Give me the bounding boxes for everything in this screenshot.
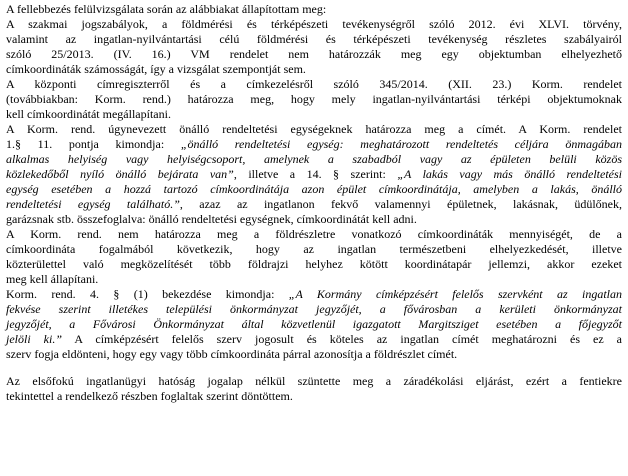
line-text: címkoordináták számosságát, így a vizsgálat szempontját sem. — [6, 62, 306, 76]
text-line — [6, 137, 622, 152]
text-line — [6, 227, 622, 242]
line-text: Korm. rend. 4. § (1) bekezdése kimondja: — [6, 287, 289, 301]
line-text: közterülettel való megközelítését több földrajzi helyhez kötött koordinátapár jellemzi, akkor ezeket — [6, 257, 622, 271]
line-text: meg kell állapítani. — [6, 272, 99, 286]
line-text: szerv fogja eldönteni, hogy egy vagy több címkoordináta párral azonosítja a földrészlet címét. — [6, 347, 458, 361]
text-line — [6, 182, 622, 197]
line-text: A Korm. rend. úgynevezett önálló rendeltetési egységeknek határozza meg a címét. A Korm. rendelet — [6, 122, 622, 136]
line-text: (továbbiakban: Korm. rend.) határozza meg, hogy mely ingatlan-nyilvántartási térképi objektumoknak — [6, 92, 622, 106]
quoted-text: alkalmas helyiség vagy helyiségcsoport, amelynek a szabadból vagy az épületen belüli közös — [6, 152, 622, 166]
line-text: A szakmai jogszabályok, a földmérési és térképészeti tevékenységről szóló 2012. évi XLVI. törvény, — [6, 17, 622, 31]
text-line — [6, 242, 622, 257]
text-line — [6, 77, 622, 92]
line-text: szóló 25/2013. (IV. 16.) VM rendelet nem határozzák meg egy objektumban elhelyezhető — [6, 47, 622, 61]
line-text: A központi címregiszterről és a címkezelésről szóló 345/2014. (XII. 23.) Korm. rendelet — [6, 77, 622, 91]
quoted-text: „A lakás vagy más önálló rendeltetési — [397, 167, 622, 181]
line-text: , azaz az ingatlanon fekvő valamennyi épületnek, lakásnak, üdülőnek, — [179, 197, 622, 211]
line-text: A Korm. rend. nem határozza meg a földrészletre vonatkozó címkoordináták mennyiségét, de a — [6, 227, 622, 241]
text-line — [6, 152, 622, 167]
text-line — [6, 287, 622, 302]
text-line — [6, 2, 622, 17]
quoted-text: fekvése szerint illetékes települési önkormányzat jegyzőjét, a fővárosban a kerületi önkormányzat — [6, 302, 622, 316]
text-line — [6, 347, 622, 362]
quoted-text: jelöli ki.” — [6, 332, 63, 346]
text-line — [6, 17, 622, 32]
text-line — [6, 62, 622, 77]
line-text: , illetve a 14. § szerint: — [233, 167, 398, 181]
line-text: A fellebbezés felülvizsgálata során az alábbiakat állapítottam meg: — [6, 2, 327, 16]
text-line — [6, 212, 622, 227]
quoted-text: közlekedőből nyíló önálló bejárata van” — [6, 167, 234, 181]
text-line — [6, 47, 622, 62]
line-text: kell címkoordinátát megállapítani. — [6, 107, 171, 121]
text-line — [6, 389, 622, 404]
quoted-text: „A Kormány címképzésért felelős szervként az ingatlan — [288, 287, 622, 301]
line-text: Az elsőfokú ingatlanügyi hatóság jogalap nélkül szüntette meg a záradékolási eljárást, ezért a fentiekre — [6, 374, 622, 388]
text-line — [6, 332, 622, 347]
line-text: garázsnak stb. összefoglalva: önálló rendeltetési egységnek, címkoordinátát kell adni. — [6, 212, 417, 226]
text-line — [6, 197, 622, 212]
text-line — [6, 257, 622, 272]
text-line — [6, 374, 622, 389]
text-line — [6, 107, 622, 122]
line-text: címkoordináta fogalmából következik, hogy az ingatlan természetbeni elhelyezkedését, illetve — [6, 242, 622, 256]
line-text: tekintettel a rendelkező részben foglaltak szerint döntöttem. — [6, 389, 293, 403]
line-text: valamint az ingatlan-nyilvántartási célú földmérési és térképészeti tevékenység részletes szabályairól — [6, 32, 622, 46]
paragraph-gap — [6, 362, 622, 374]
quoted-text: „önálló rendeltetési egység: meghatározott rendeltetés céljára önmagában — [180, 137, 622, 151]
text-line — [6, 32, 622, 47]
text-line — [6, 317, 622, 332]
quoted-text: jegyzőjét, a Fővárosi Önkormányzat által közvetlenül igazgatott Margitsziget esetében a főjegyzőt — [6, 317, 622, 331]
line-text: A címképzésért felelős szerv jogosult és köteles az ingatlan címét meghatározni és ez a — [62, 332, 623, 346]
line-text: 1.§ 11. pontja kimondja: — [6, 137, 181, 151]
text-line — [6, 92, 622, 107]
quoted-text: egység esetében a hozzá tartozó címkoordinátája azon épület címkoordinátája, amelyben a lakás, önálló — [6, 182, 622, 196]
text-line — [6, 122, 622, 137]
quoted-text: rendeltetési egység található.” — [6, 197, 180, 211]
text-line — [6, 167, 622, 182]
text-line — [6, 302, 622, 317]
text-line — [6, 272, 622, 287]
